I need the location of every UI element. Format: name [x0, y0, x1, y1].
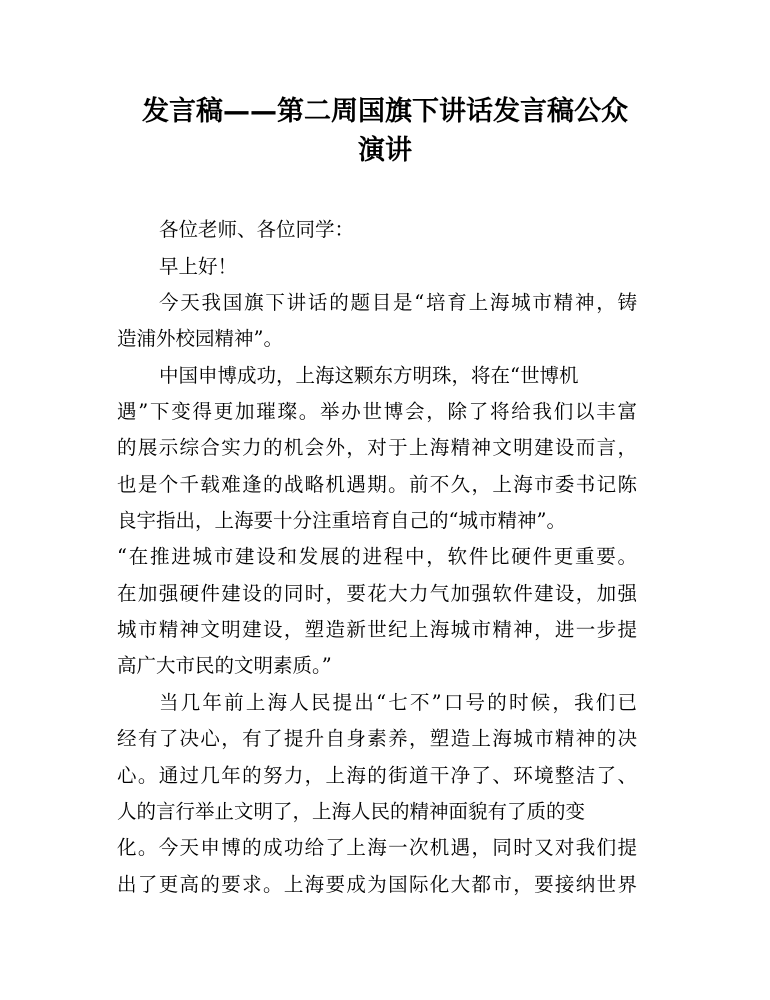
body-line-1: 各位老师、各位同学：	[159, 218, 355, 241]
body-line-19: 出了更高的要求。上海要成为国际化大都市，要接纳世界	[117, 873, 637, 896]
body-line-13: 高广大市民的文明素质。”	[117, 654, 332, 677]
body-line-4: 造浦外校园精神”。	[117, 327, 283, 350]
body-line-12: 城市精神文明建设，塑造新世纪上海城市精神，进一步提	[117, 618, 637, 641]
body-line-5: 中国申博成功，上海这颗东方明珠，将在“世博机	[159, 364, 579, 387]
body-line-17: 人的言行举止文明了，上海人民的精神面貌有了质的变	[117, 800, 586, 823]
body-line-7: 的展示综合实力的机会外，对于上海精神文明建设而言，	[117, 436, 637, 459]
body-line-8: 也是个千载难逢的战略机遇期。前不久，上海市委书记陈	[117, 473, 637, 496]
body-line-11: 在加强硬件建设的同时，要花大力气加强软件建设，加强	[117, 582, 637, 605]
document-title-line-2: 演讲	[358, 135, 412, 166]
body-line-9: 良宇指出，上海要十分注重培育自己的“城市精神”。	[117, 509, 566, 532]
body-line-10: “在推进城市建设和发展的进程中，软件比硬件更重要。	[117, 545, 637, 568]
body-line-14: 当几年前上海人民提出“七不”口号的时候，我们已	[159, 691, 637, 714]
document-title-line-1: 发言稿——第二周国旗下讲话发言稿公众	[142, 96, 628, 127]
body-line-15: 经有了决心，有了提升自身素养，塑造上海城市精神的决	[117, 727, 637, 750]
body-line-3: 今天我国旗下讲话的题目是“培育上海城市精神，铸	[159, 291, 637, 314]
body-line-18: 化。今天申博的成功给了上海一次机遇，同时又对我们提	[117, 836, 637, 859]
body-line-6: 遇”下变得更加璀璨。举办世博会，除了将给我们以丰富	[117, 400, 637, 423]
body-line-16: 心。通过几年的努力，上海的街道干净了、环境整洁了、	[117, 764, 637, 787]
body-line-2: 早上好！	[159, 255, 238, 278]
